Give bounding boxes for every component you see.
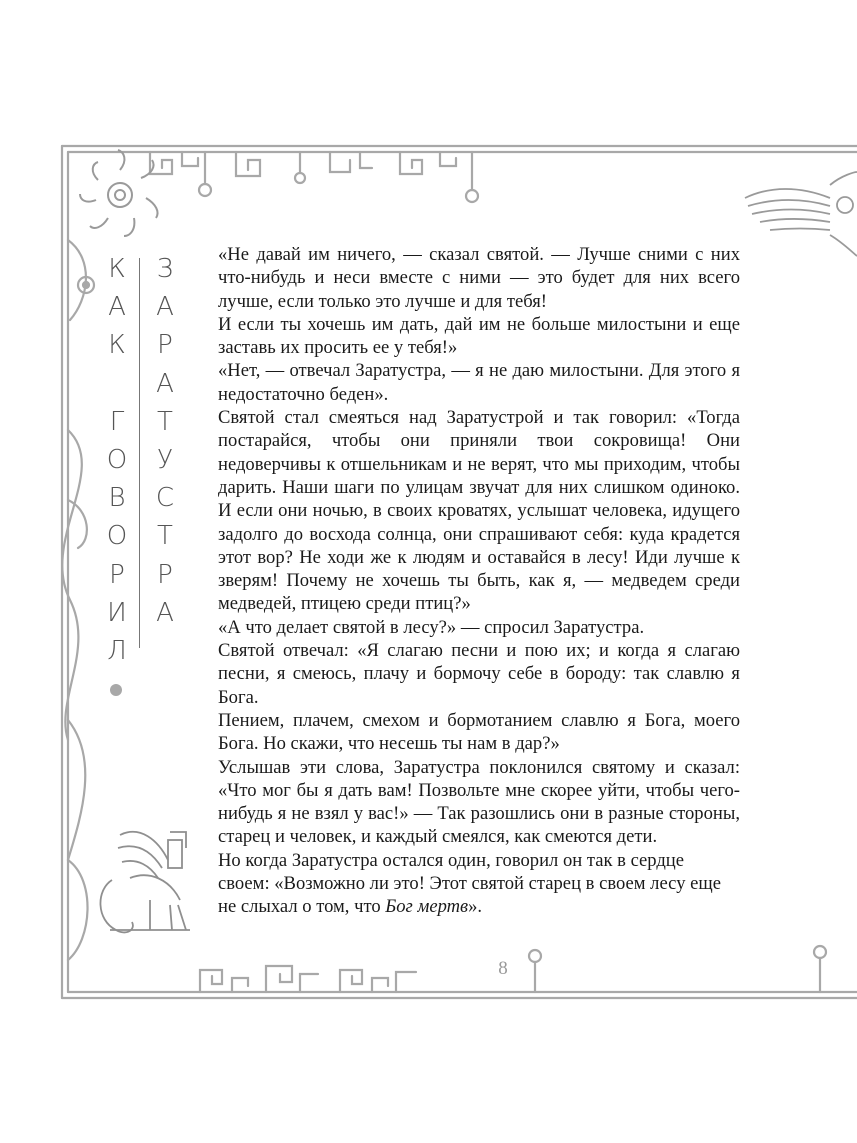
title-vertical-line2 bbox=[150, 256, 180, 638]
paragraph: Услышав эти слова, Заратустра поклонился святому и сказал: «Что мог бы я дать вам! Позвольте мне скорее уйти, чтобы чего-нибудь я не взял у вас!» — Так разошлись они в разные стороны, старец и человек, и каждый смеялся, как смеются дети. bbox=[218, 756, 740, 848]
title-letter: У bbox=[157, 444, 173, 475]
title-letter: Р bbox=[157, 330, 173, 361]
paragraph: И если ты хочешь им дать, дай им не больше милостыни и еще заставь их просить ее у тебя!» bbox=[218, 313, 740, 359]
paragraph: Пением, плачем, смехом и бормотанием славлю я Бога, моего Бога. Но скажи, что несешь ты нам в дар?» bbox=[218, 709, 740, 755]
paragraph-last-tail: ». bbox=[468, 896, 483, 918]
title-letter: О bbox=[106, 521, 128, 552]
paragraph: Святой стал смеяться над Заратустрой и так говорил: «Тогда постарайся, чтобы они приняли твои сокровища! Они недоверчивы к отшельникам и не верят, что мы приходим, чтобы дарить. Наши шаги по улицам звучат для них слишком одиноко. И если они ночью, в своих кроватях, услышат человека, идущего задолго до восхода солнца, они спрашивают себя: куда крадется этот вор? Не ходи же к людям и оставайся в лесу! Иди лучше к зверям! Почему не хочешь ты быть, как я, — медведем среди медведей, птицею среди птиц?» bbox=[218, 407, 740, 615]
title-letter: А bbox=[156, 292, 174, 323]
title-letter: С bbox=[155, 483, 175, 514]
paragraph-last-text: Но когда Заратустра остался один, говорил он так в сердце своем: «Возможно ли это! Этот святой старец в своем лесу еще не слыхал о том, что bbox=[218, 849, 721, 918]
title-letter: Т bbox=[157, 406, 173, 437]
title-letter: Р bbox=[157, 559, 173, 590]
title-letter: Г bbox=[109, 406, 125, 437]
title-letter: О bbox=[106, 444, 128, 475]
paragraph: «А что делает святой в лесу?» — спросил Заратустра. bbox=[218, 616, 645, 638]
title-letter: А bbox=[156, 368, 174, 399]
page-number: 8 bbox=[498, 958, 508, 979]
title-letter: А bbox=[108, 292, 126, 323]
body-text bbox=[218, 243, 740, 919]
title-letter: В bbox=[108, 483, 126, 514]
title-letter: З bbox=[156, 254, 174, 284]
title-letter: Р bbox=[109, 559, 125, 590]
title-letter: И bbox=[107, 597, 127, 628]
title-letter: А bbox=[156, 597, 174, 628]
title-letter: Т bbox=[157, 521, 173, 552]
title-divider bbox=[139, 258, 140, 648]
paragraph: «Нет, — отвечал Заратустра, — я не даю милостыни. Для этого я недостаточно беден». bbox=[218, 360, 740, 405]
title-vertical-line1 bbox=[102, 256, 132, 676]
title-letter: К bbox=[108, 330, 126, 361]
paragraph: «Не давай им ничего, — сказал святой. — Лучше сними с них что-нибудь и неси вместе с ними — это будет для них всего лучше, если только это лучше и для тебя! bbox=[218, 244, 740, 312]
paragraph: Святой отвечал: «Я слагаю песни и пою их; и когда я слагаю песни, я смеюсь, плачу и бормочу себе в бороду: так славлю я Бога. bbox=[218, 640, 740, 708]
title-letter: Л bbox=[107, 635, 127, 666]
paragraph-last bbox=[218, 849, 740, 919]
emphasis-text: Бог мертв bbox=[385, 896, 469, 918]
title-letter: К bbox=[108, 254, 126, 284]
